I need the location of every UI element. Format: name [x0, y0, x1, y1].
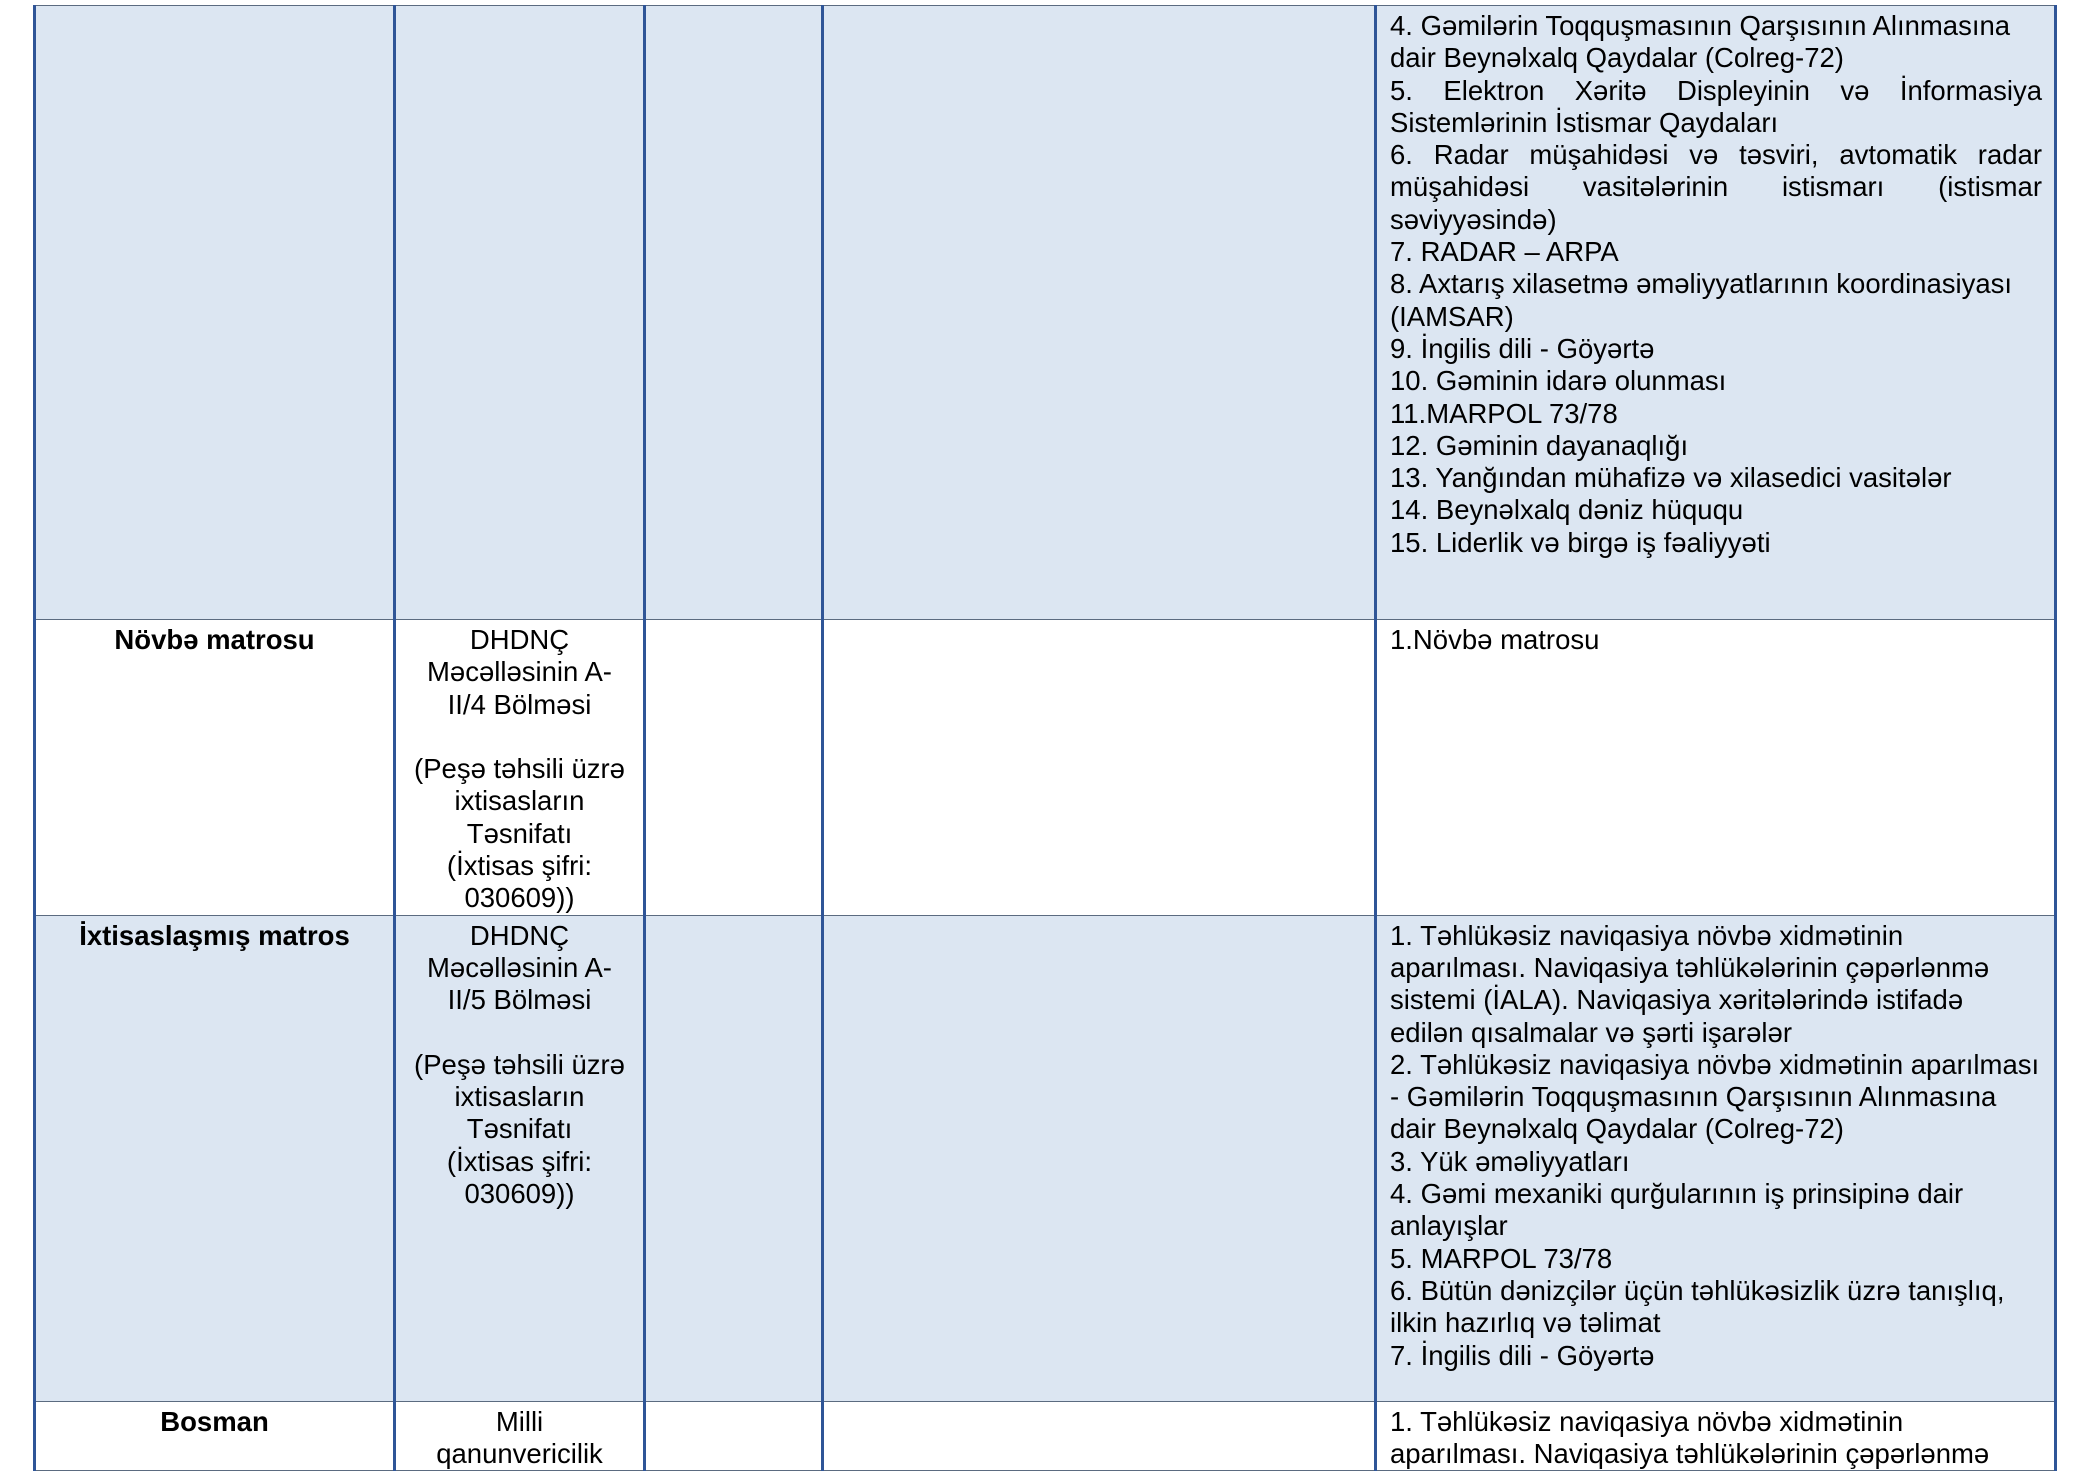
subject-item: 5. MARPOL 73/78 [1390, 1242, 1613, 1274]
subject-item: 8. Axtarış xilasetmə əməliyyatlarının koordinasiyası (IAMSAR) [1390, 268, 2013, 332]
subject-item: 5. Elektron Xəritə Displeyinin və İnformasiya Sistemlərinin İstismar Qaydaları [1390, 74, 2042, 138]
reference-line: Milli [495, 1405, 544, 1437]
position-title: Bosman [160, 1405, 269, 1437]
empty-cell [645, 1401, 823, 1471]
empty-cell [823, 620, 1376, 916]
reference-line: II/4 Bölməsi [447, 688, 592, 720]
subject-item: 1. Təhlükəsiz naviqasiya növbə xidmətinin aparılması. Naviqasiya təhlükələrinin çəpərlənmə sistemi (İALA). Naviqasiya xəritələrində istifadə edilən qısalmalar və şərti işarələr [1390, 919, 1990, 1048]
reference-line: (İxtisas şifri: [446, 850, 593, 882]
reference-cell [395, 620, 645, 916]
reference-line: Məcəlləsinin A- [427, 951, 612, 983]
subject-item: 14. Beynəlxalq dəniz hüququ [1390, 494, 1744, 526]
empty-cell [823, 1401, 1376, 1471]
subject-item: 12. Gəminin dayanaqlığı [1390, 429, 1689, 461]
subject-item: 10. Gəminin idarə olunması [1390, 365, 1727, 397]
reference-line: DHDNÇ [469, 624, 570, 655]
table-row [35, 1401, 2056, 1471]
reference-line: (Peşə təhsili üzrə [414, 753, 625, 785]
position-title: İxtisaslaşmış matros [79, 919, 350, 951]
subject-item: 2. Təhlükəsiz naviqasiya növbə xidmətinin aparılması - Gəmilərin Toqquşmasının Qarşısının Alınmasına dair Beynəlxalq Qaydalar (Colreg-72) [1390, 1048, 2040, 1145]
table-row [35, 6, 2056, 620]
reference-line: ixtisasların [454, 785, 585, 817]
reference-line: II/5 Bölməsi [447, 984, 592, 1016]
empty-cell [645, 620, 823, 916]
table-row [35, 620, 2056, 916]
reference-line: Təsnifatı [466, 817, 573, 849]
position-cell [35, 620, 395, 916]
position-cell [35, 6, 395, 620]
empty-cell [823, 6, 1376, 620]
subject-item: 6. Bütün dənizçilər üçün təhlükəsizlik üzrə tanışlıq, ilkin hazırlıq və təlimat [1390, 1274, 2005, 1339]
reference-line: (Peşə təhsili üzrə [414, 1048, 625, 1080]
subject-item: 6. Radar müşahidəsi və təsviri, avtomatik radar müşahidəsi vasitələrinin istismarı (istismar səviyyəsində) [1390, 139, 2042, 235]
subject-item: 4. Gəmi mexaniki qurğularının iş prinsipinə dair anlayışlar [1390, 1178, 1964, 1242]
reference-cell [395, 6, 645, 620]
reference-cell [395, 1401, 645, 1471]
subject-item: 15. Liderlik və birgə iş fəaliyyəti [1390, 526, 1771, 558]
reference-line: Məcəlləsinin A- [427, 656, 612, 688]
reference-cell [395, 915, 645, 1401]
subject-item: 7. İngilis dili - Göyərtə [1390, 1339, 1655, 1371]
table-row [35, 915, 2056, 1401]
subjects-cell [1376, 620, 2056, 916]
reference-line: qanunvericilik [436, 1437, 603, 1469]
subjects-cell [1376, 1401, 2056, 1471]
subject-item: 1. Təhlükəsiz naviqasiya növbə xidmətinin aparılması. Naviqasiya təhlükələrinin çəpərlənmə [1390, 1405, 1990, 1469]
subject-item: 13. Yanğından mühafizə və xilasedici vasitələr [1390, 462, 1952, 494]
reference-line: DHDNÇ [469, 919, 570, 951]
subject-item: 1.Növbə matrosu [1390, 624, 1600, 655]
reference-line: Təsnifatı [466, 1113, 573, 1145]
subject-item: 11.MARPOL 73/78 [1390, 397, 1618, 429]
subjects-cell [1376, 915, 2056, 1401]
reference-line: ixtisasların [454, 1081, 585, 1113]
reference-gap [406, 1017, 633, 1049]
empty-cell [645, 915, 823, 1401]
position-cell [35, 1401, 395, 1471]
reference-gap [406, 721, 633, 753]
subjects-cell [1376, 6, 2056, 620]
qualification-table [33, 5, 2057, 1471]
subject-item: 7. RADAR – ARPA [1390, 236, 1619, 268]
subject-item: 3. Yük əməliyyatları [1390, 1145, 1630, 1177]
position-title: Növbə matrosu [114, 624, 315, 655]
subject-item: 4. Gəmilərin Toqquşmasının Qarşısının Alınmasına dair Beynəlxalq Qaydalar (Colreg-72) [1390, 10, 2011, 74]
reference-line: 030609)) [464, 1178, 575, 1210]
reference-line: 030609)) [464, 882, 575, 914]
subject-item: 9. İngilis dili - Göyərtə [1390, 332, 1655, 364]
reference-line: (İxtisas şifri: [446, 1145, 593, 1177]
empty-cell [823, 915, 1376, 1401]
position-cell [35, 915, 395, 1401]
empty-cell [645, 6, 823, 620]
